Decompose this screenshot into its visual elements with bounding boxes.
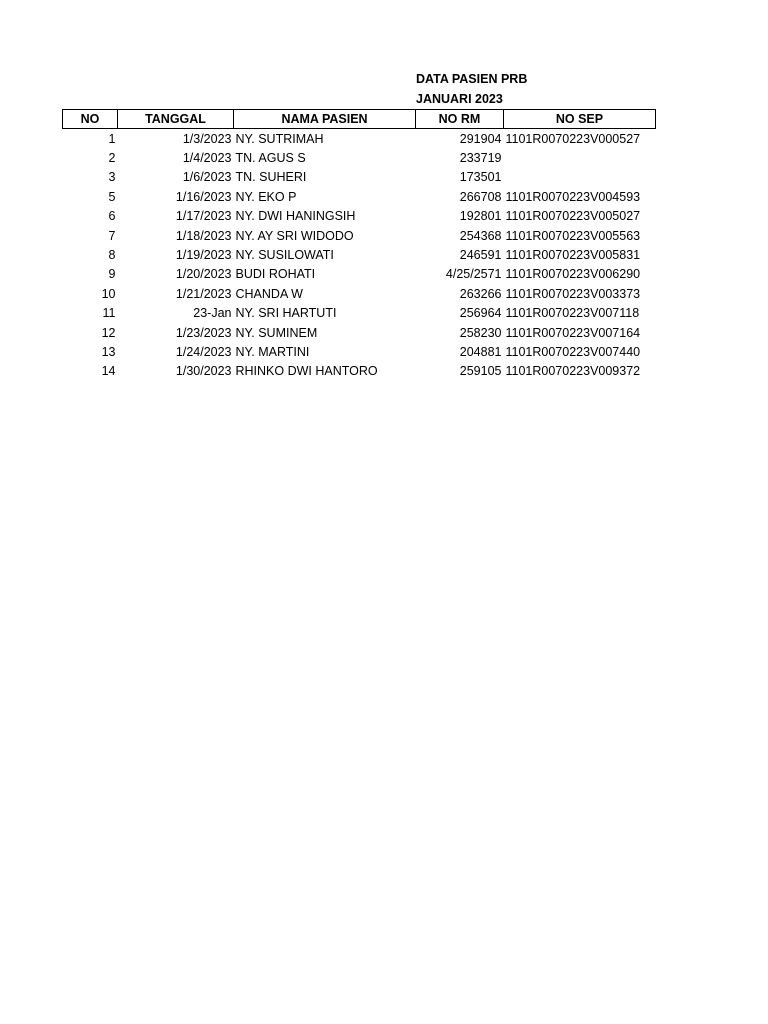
- cell-no: 6: [108, 209, 116, 224]
- cell-rm: 291904: [459, 131, 502, 146]
- table-row: [63, 226, 656, 245]
- cell-sep: 1101R0070223V000527: [505, 131, 641, 146]
- table-row: [63, 265, 656, 284]
- cell-tanggal: 1/6/2023: [182, 170, 232, 185]
- cell-tanggal: 1/24/2023: [175, 344, 232, 359]
- cell-nama: NY. DWI HANINGSIH: [235, 209, 356, 224]
- cell-tanggal: 23-Jan: [193, 306, 232, 321]
- column-header-nama: NAMA PASIEN: [234, 110, 416, 129]
- cell-tanggal: 1/23/2023: [175, 325, 232, 340]
- patient-table: [62, 109, 656, 381]
- table-row: [63, 168, 656, 187]
- cell-nama: CHANDA W: [235, 286, 303, 301]
- document-subtitle: JANUARI 2023: [416, 92, 503, 106]
- table-row: [63, 129, 656, 149]
- cell-sep: 1101R0070223V006290: [505, 267, 641, 282]
- cell-sep: 1101R0070223V003373: [505, 286, 641, 301]
- cell-no: 2: [108, 151, 116, 166]
- cell-no: 13: [101, 344, 116, 359]
- cell-sep: 1101R0070223V009372: [505, 364, 641, 379]
- table-row: [63, 148, 656, 167]
- cell-rm: 4/25/2571: [445, 267, 502, 282]
- cell-rm: 256964: [459, 306, 502, 321]
- document-title: DATA PASIEN PRB: [416, 72, 528, 86]
- table-row: [63, 187, 656, 206]
- cell-sep: [504, 168, 656, 187]
- cell-no: 1: [108, 131, 116, 146]
- cell-rm: 258230: [459, 325, 502, 340]
- cell-no: 10: [101, 286, 116, 301]
- cell-sep: 1101R0070223V005027: [505, 209, 641, 224]
- table-row: [63, 284, 656, 303]
- cell-nama: NY. SUSILOWATI: [235, 248, 334, 263]
- cell-no: 5: [108, 189, 116, 204]
- cell-nama: NY. EKO P: [235, 189, 297, 204]
- cell-rm: 246591: [459, 248, 502, 263]
- cell-tanggal: 1/19/2023: [175, 248, 232, 263]
- cell-rm: 266708: [459, 189, 502, 204]
- cell-rm: 263266: [459, 286, 502, 301]
- cell-rm: 259105: [459, 364, 502, 379]
- table-row: [63, 362, 656, 381]
- column-header-tanggal: TANGGAL: [118, 110, 234, 129]
- cell-nama: RHINKO DWI HANTORO: [235, 364, 378, 379]
- cell-sep: 1101R0070223V007440: [505, 344, 641, 359]
- cell-sep: 1101R0070223V005563: [505, 228, 641, 243]
- cell-no: 11: [102, 306, 116, 321]
- cell-nama: NY. MARTINI: [235, 344, 310, 359]
- cell-sep: 1101R0070223V005831: [505, 248, 641, 263]
- cell-nama: NY. SRI HARTUTI: [235, 306, 337, 321]
- cell-rm: 204881: [459, 344, 502, 359]
- table-row: [63, 342, 656, 361]
- table-row: [63, 245, 656, 264]
- cell-tanggal: 1/18/2023: [175, 228, 232, 243]
- column-header-sep: NO SEP: [504, 110, 656, 129]
- cell-rm: 173501: [459, 170, 502, 185]
- cell-sep: 1101R0070223V007164: [505, 325, 641, 340]
- cell-tanggal: 1/30/2023: [175, 364, 232, 379]
- column-header-rm: NO RM: [416, 110, 504, 129]
- cell-nama: NY. SUMINEM: [235, 325, 318, 340]
- cell-sep: 1101R0070223V007118: [505, 306, 640, 321]
- cell-rm: 254368: [459, 228, 502, 243]
- cell-tanggal: 1/3/2023: [182, 131, 232, 146]
- cell-sep: [504, 148, 656, 167]
- cell-tanggal: 1/4/2023: [182, 151, 232, 166]
- cell-nama: BUDI ROHATI: [235, 267, 316, 282]
- cell-tanggal: 1/21/2023: [175, 286, 232, 301]
- cell-no: 9: [108, 267, 116, 282]
- cell-tanggal: 1/16/2023: [175, 189, 232, 204]
- cell-nama: NY. SUTRIMAH: [235, 131, 324, 146]
- cell-nama: NY. AY SRI WIDODO: [235, 228, 354, 243]
- cell-tanggal: 1/17/2023: [175, 209, 232, 224]
- column-header-no: NO: [63, 110, 118, 129]
- cell-no: 8: [108, 248, 116, 263]
- cell-tanggal: 1/20/2023: [175, 267, 232, 282]
- cell-rm: 192801: [459, 209, 502, 224]
- table-row: [63, 304, 656, 323]
- table-body: [63, 129, 656, 382]
- cell-nama: TN. AGUS S: [235, 151, 306, 166]
- cell-sep: 1101R0070223V004593: [505, 189, 641, 204]
- cell-no: 3: [108, 170, 116, 185]
- cell-rm: 233719: [459, 151, 502, 166]
- table-row: [63, 323, 656, 342]
- cell-no: 12: [101, 325, 116, 340]
- table-row: [63, 207, 656, 226]
- cell-no: 14: [101, 364, 116, 379]
- cell-no: 7: [108, 228, 116, 243]
- table-header-row: [63, 110, 656, 129]
- cell-nama: TN. SUHERI: [235, 170, 307, 185]
